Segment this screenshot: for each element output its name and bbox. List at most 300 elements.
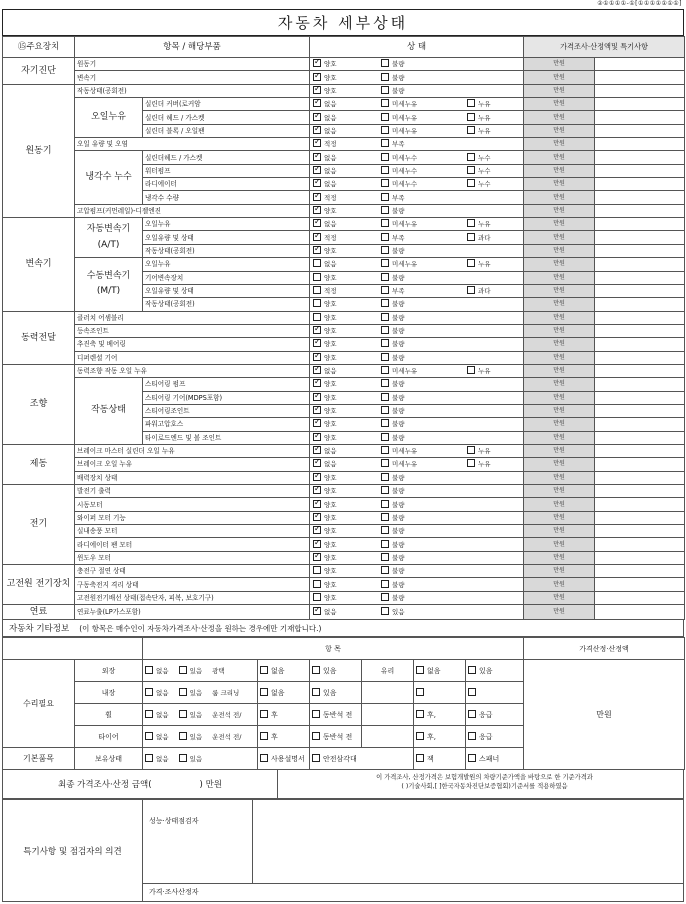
note-cell[interactable] (595, 311, 685, 324)
checked-checkbox[interactable] (313, 513, 321, 521)
unchecked-checkbox[interactable] (260, 754, 268, 762)
unchecked-checkbox[interactable] (381, 86, 389, 94)
unchecked-checkbox[interactable] (467, 233, 475, 241)
price-unit-cell[interactable]: 만원 (524, 164, 595, 177)
unchecked-checkbox[interactable] (179, 710, 187, 718)
checked-checkbox[interactable] (313, 153, 321, 161)
unchecked-checkbox[interactable] (467, 179, 475, 187)
status-options (310, 298, 524, 311)
unchecked-checkbox[interactable] (381, 486, 389, 494)
note-cell[interactable] (595, 191, 685, 204)
unchecked-checkbox[interactable] (381, 326, 389, 334)
unchecked-checkbox[interactable] (312, 710, 320, 718)
checked-checkbox[interactable] (313, 99, 321, 107)
status-option (381, 285, 467, 297)
unchecked-checkbox[interactable] (381, 580, 389, 588)
checked-checkbox[interactable] (313, 233, 321, 241)
status-option (313, 499, 381, 511)
status-option (313, 472, 381, 484)
document-code: ②①①①①-①[①①①①①①①] (597, 0, 682, 7)
checked-checkbox[interactable] (313, 486, 321, 494)
status-option (313, 432, 381, 444)
unchecked-checkbox[interactable] (468, 688, 476, 696)
status-option-label: 양호 (324, 473, 337, 482)
unchecked-checkbox[interactable] (381, 59, 389, 67)
note-cell[interactable] (595, 178, 685, 191)
checked-checkbox[interactable] (313, 179, 321, 187)
checked-checkbox[interactable] (313, 326, 321, 334)
unchecked-checkbox[interactable] (381, 139, 389, 147)
status-options (310, 511, 524, 524)
note-cell[interactable] (595, 444, 685, 457)
unchecked-checkbox[interactable] (381, 473, 389, 481)
note-cell[interactable] (595, 58, 685, 71)
price-unit-cell[interactable]: 만원 (524, 351, 595, 364)
unchecked-checkbox[interactable] (467, 113, 475, 121)
price-unit-cell[interactable]: 만원 (524, 485, 595, 498)
note-cell[interactable] (595, 124, 685, 137)
price-unit-cell[interactable]: 만원 (524, 525, 595, 538)
system-label: 조향 (3, 364, 75, 444)
status-option (313, 352, 381, 364)
status-options (310, 431, 524, 444)
status-options (310, 84, 524, 97)
note-cell[interactable] (595, 591, 685, 604)
unchecked-checkbox[interactable] (313, 259, 321, 267)
checked-checkbox[interactable] (313, 366, 321, 374)
note-cell[interactable] (595, 231, 685, 244)
note-cell[interactable] (595, 258, 685, 271)
unchecked-checkbox[interactable] (381, 113, 389, 121)
note-cell[interactable] (595, 244, 685, 257)
unchecked-checkbox[interactable] (468, 666, 476, 674)
unchecked-checkbox[interactable] (381, 166, 389, 174)
checked-checkbox[interactable] (313, 113, 321, 121)
status-option (313, 325, 381, 337)
subgroup-label: 냉각수 누수 (75, 151, 143, 204)
status-option (381, 592, 467, 604)
price-unit-cell[interactable]: 만원 (524, 538, 595, 551)
price-unit-cell[interactable]: 만원 (524, 111, 595, 124)
unchecked-checkbox[interactable] (381, 126, 389, 134)
checked-checkbox[interactable] (313, 406, 321, 414)
subgroup-label: 수동변속기 (M/T) (75, 258, 143, 311)
table-row (3, 338, 685, 351)
note-cell[interactable] (595, 605, 685, 620)
status-options (310, 391, 524, 404)
status-options (310, 551, 524, 564)
checked-checkbox[interactable] (313, 526, 321, 534)
note-cell[interactable] (595, 271, 685, 284)
unchecked-checkbox[interactable] (313, 593, 321, 601)
option-label: 동반석 전 (323, 732, 353, 741)
status-option-label: 불량 (392, 73, 405, 82)
note-cell[interactable] (595, 324, 685, 337)
unchecked-checkbox[interactable] (467, 366, 475, 374)
unchecked-checkbox[interactable] (381, 500, 389, 508)
final-note-line1: 이 가격조사, 산정가격은 보험개발원의 차량기준가액을 바탕으로 한 기준가격과 (376, 774, 593, 781)
note-cell[interactable] (595, 364, 685, 377)
status-options (310, 311, 524, 324)
price-unit-cell[interactable]: 만원 (524, 71, 595, 84)
price-unit-cell[interactable]: 만원 (524, 231, 595, 244)
checked-checkbox[interactable] (313, 59, 321, 67)
unchecked-checkbox[interactable] (381, 179, 389, 187)
unchecked-checkbox[interactable] (260, 732, 268, 740)
unchecked-checkbox[interactable] (381, 286, 389, 294)
extra-price-unit: 만원 (524, 660, 685, 770)
unchecked-checkbox[interactable] (313, 313, 321, 321)
note-cell[interactable] (595, 298, 685, 311)
checked-checkbox[interactable] (313, 607, 321, 615)
unchecked-checkbox[interactable] (313, 566, 321, 574)
unchecked-checkbox[interactable] (381, 419, 389, 427)
option-label: 잭 (427, 754, 434, 763)
status-option-label: 없음 (324, 126, 337, 135)
status-option-label: 양호 (324, 86, 337, 95)
unchecked-checkbox[interactable] (468, 710, 476, 718)
unchecked-checkbox[interactable] (381, 219, 389, 227)
extra-info-title: 자동차 기타정보 (9, 624, 70, 634)
item-label: 원동기 (75, 58, 310, 71)
unchecked-checkbox[interactable] (313, 273, 321, 281)
unchecked-checkbox[interactable] (467, 153, 475, 161)
status-options (310, 111, 524, 124)
status-options (310, 324, 524, 337)
unchecked-checkbox[interactable] (416, 732, 424, 740)
unchecked-checkbox[interactable] (467, 166, 475, 174)
note-cell[interactable] (595, 164, 685, 177)
status-option-label: 불량 (392, 580, 405, 589)
table-row (3, 525, 685, 538)
unchecked-checkbox[interactable] (312, 754, 320, 762)
unchecked-checkbox[interactable] (381, 246, 389, 254)
checked-checkbox[interactable] (313, 339, 321, 347)
note-cell[interactable] (595, 458, 685, 471)
checked-checkbox[interactable] (313, 433, 321, 441)
status-options (310, 525, 524, 538)
item-label: 충전구 절연 상태 (75, 565, 310, 578)
unchecked-checkbox[interactable] (416, 688, 424, 696)
option-label: 안전삼각대 (323, 754, 357, 763)
checked-checkbox[interactable] (313, 219, 321, 227)
unchecked-checkbox[interactable] (381, 459, 389, 467)
status-option (381, 258, 467, 270)
unchecked-checkbox[interactable] (381, 233, 389, 241)
item-label: 배력장치 상태 (75, 471, 310, 484)
price-unit-cell[interactable]: 만원 (524, 271, 595, 284)
unchecked-checkbox[interactable] (467, 219, 475, 227)
price-unit-cell[interactable]: 만원 (524, 591, 595, 604)
unchecked-checkbox[interactable] (313, 286, 321, 294)
option-label: 룸 크리닝 (212, 689, 240, 697)
note-cell[interactable] (595, 151, 685, 164)
checked-checkbox[interactable] (313, 500, 321, 508)
status-option (313, 445, 381, 457)
price-unit-cell[interactable]: 만원 (524, 565, 595, 578)
unchecked-checkbox[interactable] (381, 206, 389, 214)
unchecked-checkbox[interactable] (416, 754, 424, 762)
price-unit-cell[interactable]: 만원 (524, 138, 595, 151)
unchecked-checkbox[interactable] (467, 446, 475, 454)
unchecked-checkbox[interactable] (381, 593, 389, 601)
price-unit-cell[interactable]: 만원 (524, 404, 595, 417)
option-label: 스패너 (479, 754, 500, 763)
note-cell[interactable] (595, 511, 685, 524)
note-cell[interactable] (595, 578, 685, 591)
status-option-label: 불량 (392, 327, 405, 336)
status-option (381, 579, 467, 591)
unchecked-checkbox[interactable] (381, 540, 389, 548)
unchecked-checkbox[interactable] (313, 580, 321, 588)
checked-checkbox[interactable] (313, 353, 321, 361)
status-option-label: 불량 (392, 540, 405, 549)
repair-label: 수리필요 (3, 660, 75, 748)
unchecked-checkbox[interactable] (467, 126, 475, 134)
note-cell[interactable] (595, 538, 685, 551)
unchecked-checkbox[interactable] (145, 754, 153, 762)
unchecked-checkbox[interactable] (312, 666, 320, 674)
unchecked-checkbox[interactable] (179, 754, 187, 762)
checked-checkbox[interactable] (313, 206, 321, 214)
option-label: 있음 (189, 755, 203, 763)
status-option (313, 405, 381, 417)
price-unit-cell[interactable]: 만원 (524, 391, 595, 404)
price-unit-cell[interactable]: 만원 (524, 178, 595, 191)
unchecked-checkbox[interactable] (312, 732, 320, 740)
unchecked-checkbox[interactable] (260, 710, 268, 718)
status-option-label: 불량 (392, 393, 405, 402)
unchecked-checkbox[interactable] (381, 99, 389, 107)
note-cell[interactable] (595, 111, 685, 124)
status-options (310, 258, 524, 271)
item-label: 변속기 (75, 71, 310, 84)
status-option (313, 85, 381, 97)
price-unit-cell[interactable]: 만원 (524, 98, 595, 111)
status-option-label: 과다 (478, 233, 491, 242)
status-option-label: 미세누유 (392, 260, 418, 269)
note-cell[interactable] (595, 71, 685, 84)
price-unit-cell[interactable]: 만원 (524, 58, 595, 71)
status-options (310, 578, 524, 591)
unchecked-checkbox[interactable] (179, 732, 187, 740)
checked-checkbox[interactable] (313, 166, 321, 174)
unchecked-checkbox[interactable] (381, 193, 389, 201)
table-row (3, 84, 685, 97)
checked-checkbox[interactable] (313, 73, 321, 81)
note-cell[interactable] (595, 485, 685, 498)
unchecked-checkbox[interactable] (381, 379, 389, 387)
price-unit-cell[interactable]: 만원 (524, 284, 595, 297)
option-label: 동반석 전 (323, 710, 353, 719)
checked-checkbox[interactable] (313, 459, 321, 467)
note-cell[interactable] (595, 498, 685, 511)
note-cell[interactable] (595, 284, 685, 297)
note-cell[interactable] (595, 404, 685, 417)
unchecked-checkbox[interactable] (381, 259, 389, 267)
note-cell[interactable] (595, 431, 685, 444)
item-label: 오일유량 및 상태 (143, 231, 310, 244)
checked-checkbox[interactable] (313, 540, 321, 548)
repair-item-name: 휠 (75, 704, 143, 726)
price-unit-cell[interactable]: 만원 (524, 418, 595, 431)
price-unit-cell[interactable]: 만원 (524, 311, 595, 324)
price-unit-cell[interactable]: 만원 (524, 378, 595, 391)
price-unit-cell[interactable]: 만원 (524, 151, 595, 164)
unchecked-checkbox[interactable] (381, 566, 389, 574)
unchecked-checkbox[interactable] (313, 299, 321, 307)
unchecked-checkbox[interactable] (381, 73, 389, 81)
status-option (381, 606, 467, 618)
price-unit-cell[interactable]: 만원 (524, 324, 595, 337)
price-unit-cell[interactable]: 만원 (524, 124, 595, 137)
unchecked-checkbox[interactable] (468, 732, 476, 740)
price-unit-cell[interactable]: 만원 (524, 191, 595, 204)
unchecked-checkbox[interactable] (381, 313, 389, 321)
unchecked-checkbox[interactable] (381, 153, 389, 161)
unchecked-checkbox[interactable] (416, 666, 424, 674)
checked-checkbox[interactable] (313, 419, 321, 427)
unchecked-checkbox[interactable] (260, 688, 268, 696)
unchecked-checkbox[interactable] (312, 688, 320, 696)
checked-checkbox[interactable] (313, 193, 321, 201)
unchecked-checkbox[interactable] (416, 710, 424, 718)
price-unit-cell[interactable]: 만원 (524, 578, 595, 591)
status-option-label: 없음 (324, 260, 337, 269)
checked-checkbox[interactable] (313, 473, 321, 481)
checked-checkbox[interactable] (313, 86, 321, 94)
note-cell[interactable] (595, 204, 685, 217)
status-option (313, 592, 381, 604)
unchecked-checkbox[interactable] (381, 526, 389, 534)
option-label: 응급 (479, 710, 493, 719)
unchecked-checkbox[interactable] (381, 553, 389, 561)
status-options (310, 71, 524, 84)
note-cell[interactable] (595, 84, 685, 97)
unchecked-checkbox[interactable] (381, 513, 389, 521)
table-row (3, 551, 685, 564)
checked-checkbox[interactable] (313, 446, 321, 454)
status-options (310, 538, 524, 551)
price-unit-cell[interactable]: 만원 (524, 364, 595, 377)
price-unit-cell[interactable]: 만원 (524, 204, 595, 217)
status-option (381, 352, 467, 364)
table-row (3, 471, 685, 484)
price-unit-cell[interactable]: 만원 (524, 218, 595, 231)
price-unit-cell[interactable]: 만원 (524, 258, 595, 271)
item-label: 기어변속장치 (143, 271, 310, 284)
unchecked-checkbox[interactable] (260, 666, 268, 674)
status-option-label: 누수 (478, 153, 491, 162)
status-option-label: 불량 (392, 340, 405, 349)
option-label: 있음 (323, 666, 337, 675)
checked-checkbox[interactable] (313, 553, 321, 561)
inspector-performance-field[interactable] (253, 800, 683, 884)
unchecked-checkbox[interactable] (467, 286, 475, 294)
unchecked-checkbox[interactable] (381, 607, 389, 615)
status-option (313, 72, 381, 84)
note-cell[interactable] (595, 565, 685, 578)
note-cell[interactable] (595, 98, 685, 111)
unchecked-checkbox[interactable] (381, 433, 389, 441)
unchecked-checkbox[interactable] (381, 393, 389, 401)
checked-checkbox[interactable] (313, 379, 321, 387)
unchecked-checkbox[interactable] (381, 339, 389, 347)
status-options (310, 244, 524, 257)
note-cell[interactable] (595, 351, 685, 364)
unchecked-checkbox[interactable] (381, 353, 389, 361)
price-unit-cell[interactable]: 만원 (524, 498, 595, 511)
price-unit-cell[interactable]: 만원 (524, 511, 595, 524)
price-unit-cell[interactable]: 만원 (524, 444, 595, 457)
unchecked-checkbox[interactable] (179, 666, 187, 674)
price-unit-cell[interactable]: 만원 (524, 298, 595, 311)
status-option-label: 없음 (324, 447, 337, 456)
price-unit-cell[interactable]: 만원 (524, 471, 595, 484)
price-unit-cell[interactable]: 만원 (524, 605, 595, 620)
price-unit-cell[interactable]: 만원 (524, 338, 595, 351)
note-cell[interactable] (595, 471, 685, 484)
price-unit-cell[interactable]: 만원 (524, 551, 595, 564)
option-label: 운전석 전/ (212, 711, 242, 719)
status-option (381, 245, 467, 257)
price-unit-cell[interactable]: 만원 (524, 84, 595, 97)
note-cell[interactable] (595, 525, 685, 538)
note-cell[interactable] (595, 551, 685, 564)
note-cell[interactable] (595, 138, 685, 151)
note-cell[interactable] (595, 338, 685, 351)
unchecked-checkbox[interactable] (467, 459, 475, 467)
note-cell[interactable] (595, 418, 685, 431)
note-cell[interactable] (595, 218, 685, 231)
checked-checkbox[interactable] (313, 126, 321, 134)
status-option-label: 양호 (324, 433, 337, 442)
unchecked-checkbox[interactable] (381, 406, 389, 414)
item-label: 작동상태(공회전) (143, 298, 310, 311)
status-options (310, 338, 524, 351)
price-unit-cell[interactable]: 만원 (524, 458, 595, 471)
unchecked-checkbox[interactable] (381, 273, 389, 281)
unchecked-checkbox[interactable] (381, 299, 389, 307)
unchecked-checkbox[interactable] (145, 688, 153, 696)
status-option-label: 불량 (392, 246, 405, 255)
price-unit-cell[interactable]: 만원 (524, 244, 595, 257)
status-option-label: 양호 (324, 567, 337, 576)
unchecked-checkbox[interactable] (381, 366, 389, 374)
unchecked-checkbox[interactable] (468, 754, 476, 762)
unchecked-checkbox[interactable] (381, 446, 389, 454)
item-label: 냉각수 수량 (143, 191, 310, 204)
checked-checkbox[interactable] (313, 139, 321, 147)
status-option-label: 양호 (324, 420, 337, 429)
unchecked-checkbox[interactable] (145, 710, 153, 718)
note-cell[interactable] (595, 378, 685, 391)
option-label: 있음 (189, 689, 203, 697)
status-option (467, 165, 491, 177)
checked-checkbox[interactable] (313, 246, 321, 254)
status-option-label: 양호 (324, 380, 337, 389)
table-row (3, 498, 685, 511)
unchecked-checkbox[interactable] (179, 688, 187, 696)
checked-checkbox[interactable] (313, 393, 321, 401)
unchecked-checkbox[interactable] (467, 99, 475, 107)
unchecked-checkbox[interactable] (145, 666, 153, 674)
unchecked-checkbox[interactable] (145, 732, 153, 740)
unchecked-checkbox[interactable] (467, 259, 475, 267)
note-cell[interactable] (595, 391, 685, 404)
status-option-label: 미세누유 (392, 367, 418, 376)
price-unit-cell[interactable]: 만원 (524, 431, 595, 444)
